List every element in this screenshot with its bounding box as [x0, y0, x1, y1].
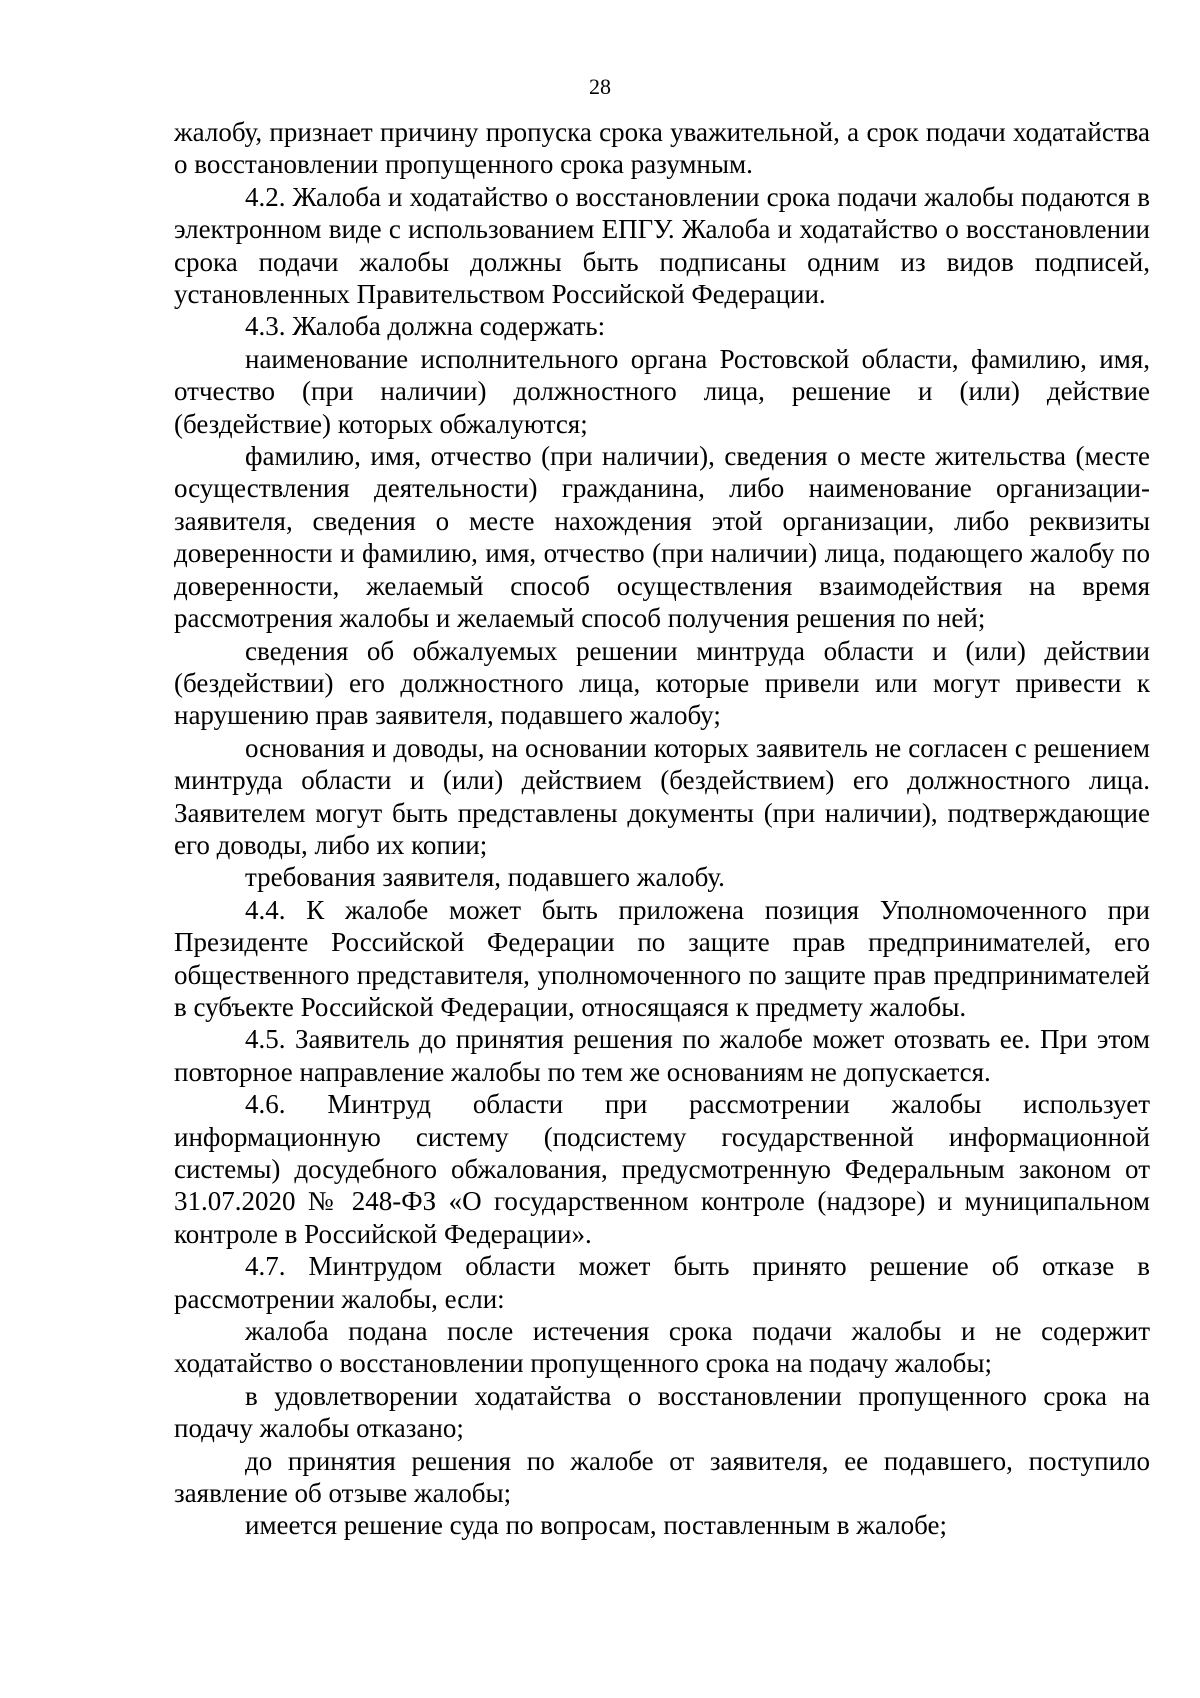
paragraph-4-4: 4.4. К жалобе может быть приложена позиция Уполномоченного при Президенте Российской Федерации по защите прав предпринимателей, его общественного представителя, уполномоченного по защите прав предпринимателей в субъекте Российской Федерации, относящаяся к предмету жалобы. — [174, 894, 1150, 1022]
list-item-appealed-decision: сведения об обжалуемых решении минтруда области и (или) действии (бездействии) его должностного лица, которые привели или могут привести к нарушению прав заявителя, подавшего жалобу; — [174, 635, 1150, 731]
list-item-petition-denied: в удовлетворении ходатайства о восстановлении пропущенного срока на подачу жалобы отказано; — [174, 1380, 1150, 1444]
page-number: 28 — [589, 74, 611, 99]
list-item-requirements: требования заявителя, подавшего жалобу. — [245, 862, 725, 893]
list-item-grounds: основания и доводы, на основании которых заявитель не согласен с решением минтруда области и (или) действием (бездействием) его должностного лица. Заявителем могут быть представлены документы (при наличии), подтверждающие его доводы, либо их копии; — [174, 732, 1150, 860]
list-item-applicant-details: фамилию, имя, отчество (при наличии), сведения о месте жительства (месте осуществления деятельности) гражданина, либо наименование организации-заявителя, сведения о месте нахождения этой организации, либо реквизиты доверенности и фамилию, имя, отчество (при наличии) лица, подающего жалобу по доверенности, желаемый способ осуществления взаимодействия на время рассмотрения жалобы и желаемый способ получения решения по ней; — [174, 441, 1150, 634]
list-item-deadline-missed: жалоба подана после истечения срока подачи жалобы и не содержит ходатайство о восстановлении пропущенного срока на подачу жалобы; — [174, 1316, 1150, 1379]
list-item-withdrawal: до принятия решения по жалобе от заявителя, ее подавшего, поступило заявление об отзыве жалобы; — [174, 1445, 1150, 1509]
paragraph-4-5: 4.5. Заявитель до принятия решения по жалобе может отозвать ее. При этом повторное направление жалобы по тем же основаниям не допускается. — [174, 1024, 1150, 1087]
paragraph-4-3: 4.3. Жалоба должна содержать: — [245, 311, 606, 342]
paragraph-4-6: 4.6. Минтруд области при рассмотрении жалобы использует информационную систему (подсистему государственной информационной системы) досудебного обжалования, предусмотренную Федеральным законом от 31.07.2020 № 248-ФЗ «О государственном контроле (надзоре) и муниципальном контроле в Российской Федерации». — [174, 1089, 1150, 1249]
document-body — [174, 116, 1150, 1542]
list-item-court-decision: имеется решение суда по вопросам, поставленным в жалобе; — [245, 1510, 947, 1541]
list-item-authority-name: наименование исполнительного органа Ростовской области, фамилию, имя, отчество (при наличии) должностного лица, решение и (или) действие (бездействие) которых обжалуются; — [174, 343, 1150, 439]
paragraph-4-2: 4.2. Жалоба и ходатайство о восстановлении срока подачи жалобы подаются в электронном виде с использованием ЕПГУ. Жалоба и ходатайство о восстановлении срока подачи жалобы должны быть подписаны одним из видов подписей, установленных Правительством Российской Федерации. — [174, 181, 1150, 310]
paragraph-4-7: 4.7. Минтрудом области может быть принято решение об отказе в рассмотрении жалобы, если: — [174, 1251, 1150, 1314]
paragraph-continuation: жалобу, признает причину пропуска срока уважительной, а срок подачи ходатайства о восстановлении пропущенного срока разумным. — [174, 117, 1150, 180]
